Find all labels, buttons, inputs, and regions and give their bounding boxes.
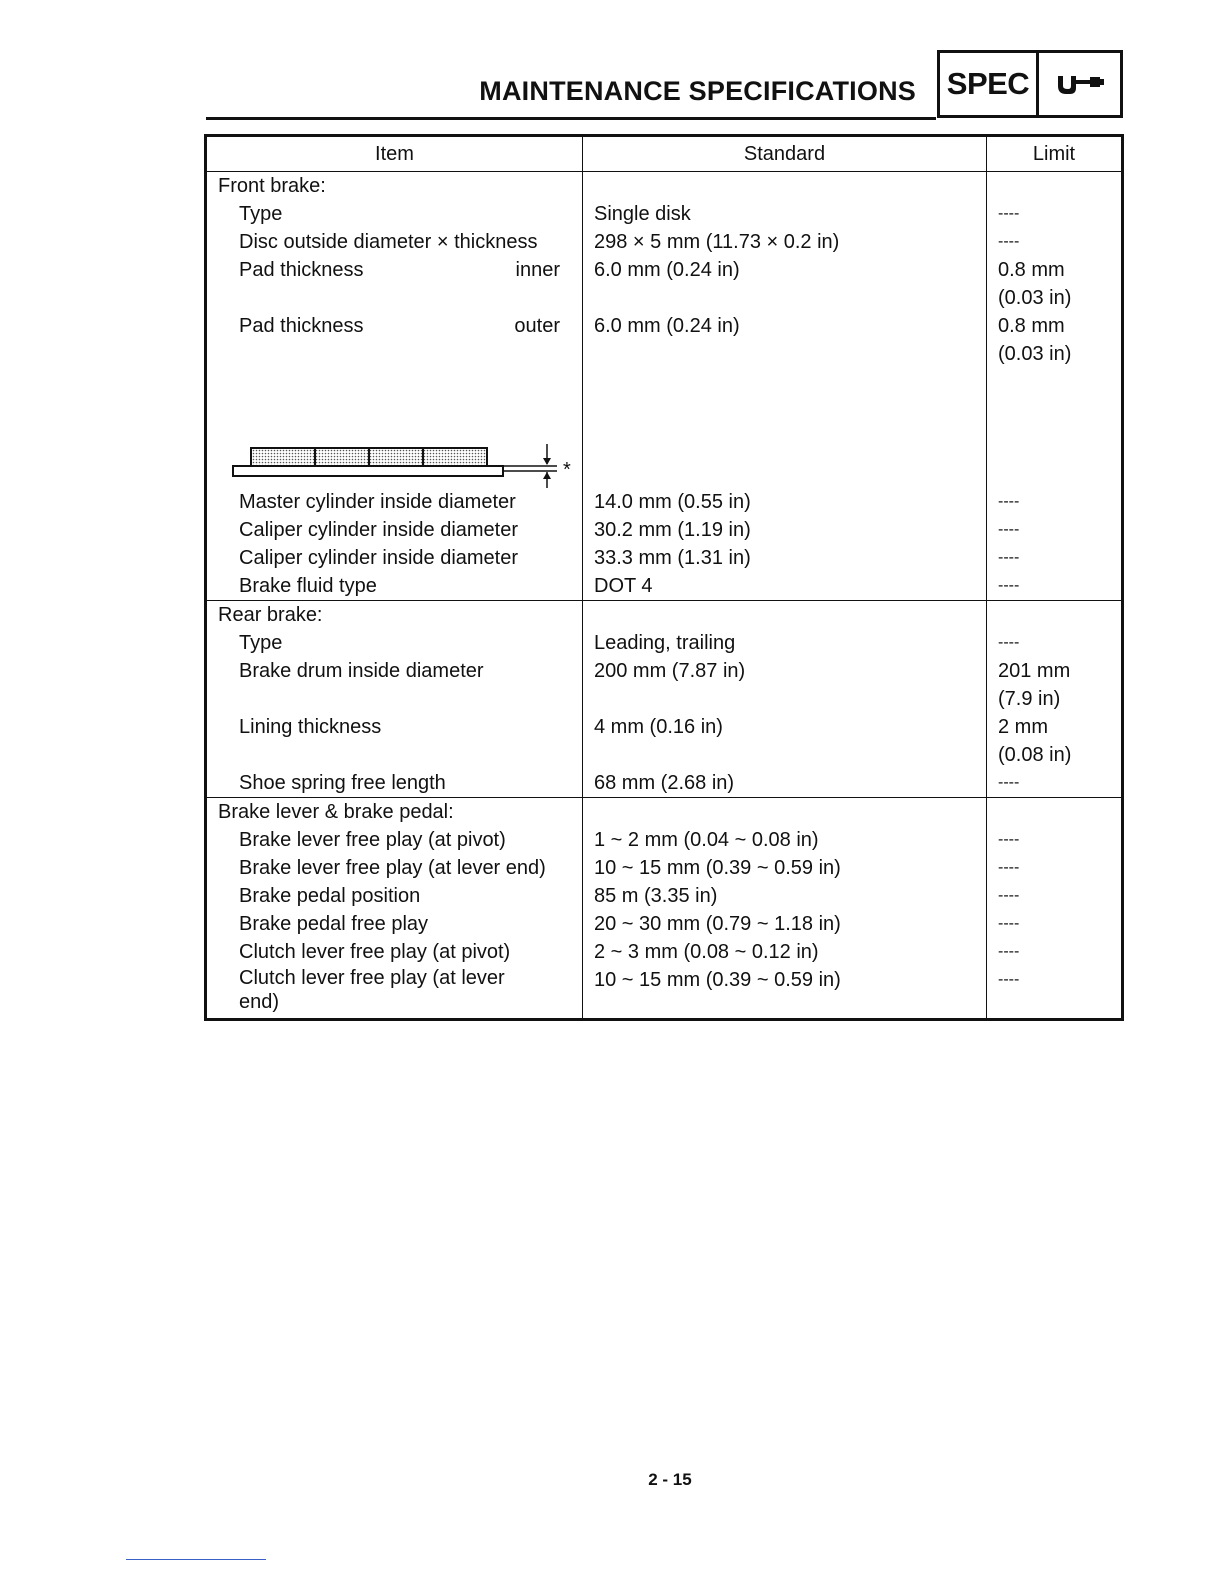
limit-cell: ---- [987, 769, 1123, 798]
standard-cell: 6.0 mm (0.24 in) [583, 256, 987, 312]
standard-cell: 4 mm (0.16 in) [583, 713, 987, 769]
standard-cell: 85 m (3.35 in) [583, 882, 987, 910]
table-row [206, 769, 1123, 798]
limit-cell: ---- [987, 488, 1123, 516]
table-row [206, 200, 1123, 228]
item-cell: Lining thickness [206, 713, 583, 769]
page-number: 2 - 15 [648, 1470, 692, 1489]
limit-cell [987, 256, 1123, 312]
limit-cell: ---- [987, 910, 1123, 938]
section-heading-lever: Brake lever & brake pedal: [206, 798, 583, 827]
header-rule [206, 117, 936, 120]
item-cell: Caliper cylinder inside diameter [206, 544, 583, 572]
pad-side-label: inner [515, 259, 560, 281]
table-row [206, 966, 1123, 1020]
section-heading-row [206, 798, 1123, 827]
page-title: MAINTENANCE SPECIFICATIONS [479, 76, 916, 106]
item-cell: Master cylinder inside diameter [206, 488, 583, 516]
item-cell: Shoe spring free length [206, 769, 583, 798]
item-cell: Disc outside diameter × thickness [206, 228, 583, 256]
table-row [206, 713, 1123, 769]
standard-cell: 10 ~ 15 mm (0.39 ~ 0.59 in) [583, 854, 987, 882]
limit-cell: ---- [987, 572, 1123, 601]
standard-cell: 298 × 5 mm (11.73 × 0.2 in) [583, 228, 987, 256]
table-row [206, 910, 1123, 938]
table-row [206, 572, 1123, 601]
item-cell: Clutch lever free play (at lever end) [206, 966, 583, 1020]
table-row [206, 882, 1123, 910]
limit-value: 2 mm [998, 716, 1048, 738]
limit-value-imperial: (0.08 in) [998, 744, 1072, 766]
limit-cell [987, 657, 1123, 713]
table-row [206, 629, 1123, 657]
standard-cell: 68 mm (2.68 in) [583, 769, 987, 798]
limit-cell: ---- [987, 516, 1123, 544]
standard-cell: 30.2 mm (1.19 in) [583, 516, 987, 544]
item-cell: Brake lever free play (at pivot) [206, 826, 583, 854]
item-cell: Caliper cylinder inside diameter [206, 516, 583, 544]
table-row [206, 256, 1123, 312]
table-row [206, 312, 1123, 368]
section-heading-row [206, 172, 1123, 201]
limit-value-imperial: (0.03 in) [998, 287, 1072, 309]
limit-cell [987, 713, 1123, 769]
spec-badge [937, 50, 1123, 118]
spec-table [204, 134, 1124, 1021]
brake-pad-diagram [207, 368, 577, 488]
standard-cell: Leading, trailing [583, 629, 987, 657]
spec-badge-label: SPEC [940, 53, 1039, 115]
item-cell: Type [206, 629, 583, 657]
limit-cell: ---- [987, 228, 1123, 256]
limit-value-imperial: (7.9 in) [998, 688, 1061, 710]
table-row [206, 228, 1123, 256]
item-cell: Brake fluid type [206, 572, 583, 601]
table-row [206, 488, 1123, 516]
table-row [206, 938, 1123, 966]
diagram-marker: * [563, 459, 571, 481]
limit-value: 0.8 mm [998, 315, 1065, 337]
standard-cell: 10 ~ 15 mm (0.39 ~ 0.59 in) [583, 966, 987, 1020]
limit-cell: ---- [987, 966, 1123, 1020]
item-cell [206, 256, 583, 312]
column-header-limit: Limit [987, 136, 1123, 172]
standard-cell: 14.0 mm (0.55 in) [583, 488, 987, 516]
limit-cell: ---- [987, 882, 1123, 910]
limit-cell: ---- [987, 854, 1123, 882]
item-cell [206, 312, 583, 368]
item-cell: Clutch lever free play (at pivot) [206, 938, 583, 966]
footer-rule [126, 1559, 266, 1560]
column-header-item: Item [206, 136, 583, 172]
table-row [206, 854, 1123, 882]
standard-cell: 6.0 mm (0.24 in) [583, 312, 987, 368]
standard-cell: Single disk [583, 200, 987, 228]
limit-cell: ---- [987, 826, 1123, 854]
table-row [206, 826, 1123, 854]
standard-cell: 33.3 mm (1.31 in) [583, 544, 987, 572]
section-heading-front: Front brake: [206, 172, 583, 201]
item-cell: Brake pedal position [206, 882, 583, 910]
limit-cell [987, 312, 1123, 368]
item-label: Pad thickness [239, 315, 364, 337]
section-heading-rear: Rear brake: [206, 601, 583, 630]
limit-cell: ---- [987, 200, 1123, 228]
item-cell: Brake lever free play (at lever end) [206, 854, 583, 882]
standard-cell: 200 mm (7.87 in) [583, 657, 987, 713]
limit-value: 201 mm [998, 660, 1071, 682]
column-header-standard: Standard [583, 136, 987, 172]
standard-cell: 20 ~ 30 mm (0.79 ~ 1.18 in) [583, 910, 987, 938]
item-cell: Brake pedal free play [206, 910, 583, 938]
table-header-row [206, 136, 1123, 172]
item-label: Pad thickness [239, 259, 364, 281]
standard-cell: 2 ~ 3 mm (0.08 ~ 0.12 in) [583, 938, 987, 966]
pad-thickness-diagram-cell [206, 368, 583, 488]
limit-cell: ---- [987, 544, 1123, 572]
table-row [206, 657, 1123, 713]
limit-cell: ---- [987, 629, 1123, 657]
standard-cell: DOT 4 [583, 572, 987, 601]
diagram-row [206, 368, 1123, 488]
item-cell: Type [206, 200, 583, 228]
caliper-gauge-icon [1039, 53, 1120, 115]
section-heading-row [206, 601, 1123, 630]
standard-cell: 1 ~ 2 mm (0.04 ~ 0.08 in) [583, 826, 987, 854]
table-row [206, 544, 1123, 572]
limit-value: 0.8 mm [998, 259, 1065, 281]
pad-side-label: outer [514, 315, 560, 337]
limit-cell: ---- [987, 938, 1123, 966]
limit-value-imperial: (0.03 in) [998, 343, 1072, 365]
table-row [206, 516, 1123, 544]
item-cell: Brake drum inside diameter [206, 657, 583, 713]
